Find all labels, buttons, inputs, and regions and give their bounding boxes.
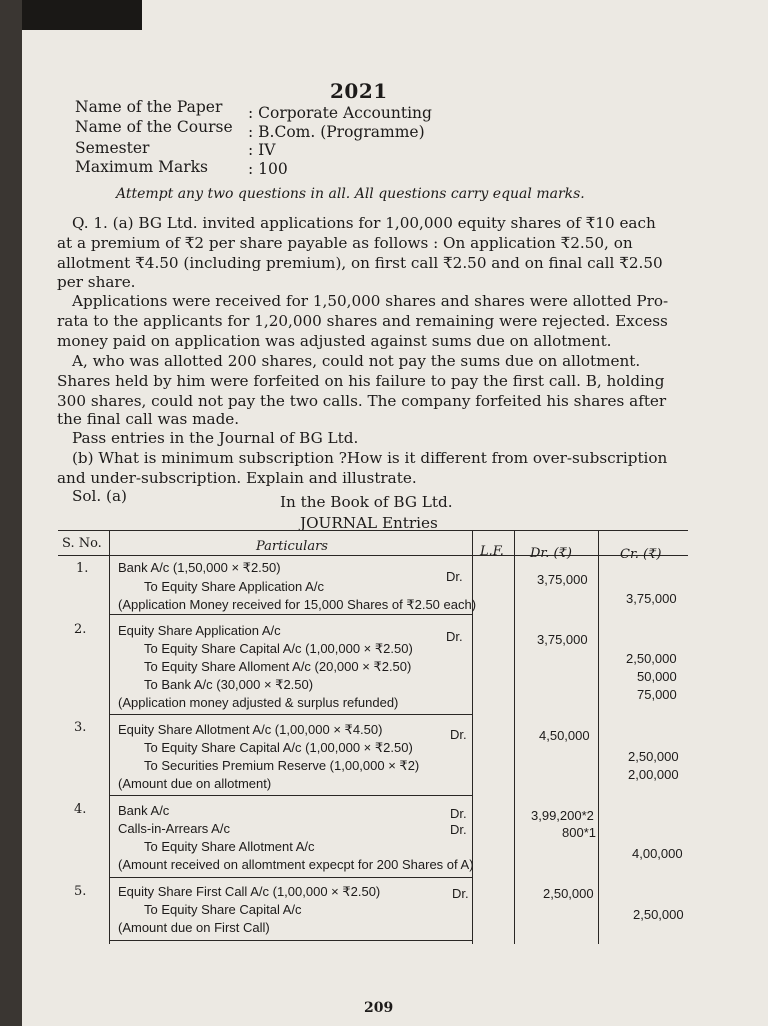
meta-value-semester: : IV: [248, 141, 276, 159]
entry-line: To Equity Share Allotment A/c: [144, 839, 315, 854]
entry-cr-amount: 75,000: [637, 687, 677, 702]
entry-line: (Application money adjusted & surplus refunded): [118, 695, 399, 710]
meta-value-paper: : Corporate Accounting: [248, 104, 432, 122]
entry-rule: [109, 795, 473, 796]
exam-year: 2021: [330, 79, 388, 103]
question-line: A, who was allotted 200 shares, could not pay the sums due on allotment.: [72, 352, 641, 370]
col-rule-particulars: [472, 530, 473, 944]
meta-label-marks: Maximum Marks: [75, 158, 208, 176]
entry-drcr: Dr.: [450, 822, 467, 837]
entry-rule: [109, 614, 473, 615]
table-top-rule: [58, 530, 688, 531]
entry-line: To Equity Share Alloment A/c (20,000 × ₹2.50): [144, 659, 412, 674]
question-line: rata to the applicants for 1,20,000 shares and remaining were rejected. Excess: [57, 312, 668, 330]
entry-sno: 2.: [74, 622, 87, 637]
entry-cr-amount: 3,75,000: [626, 591, 677, 606]
question-line: Applications were received for 1,50,000 shares and shares were allotted Pro-: [72, 292, 669, 310]
entry-line: To Equity Share Application A/c: [144, 579, 324, 594]
entry-cr-amount: 2,50,000: [626, 651, 677, 666]
entry-line: To Equity Share Capital A/c (1,00,000 × ₹2.50): [144, 740, 413, 755]
entry-line: To Equity Share Capital A/c: [144, 902, 302, 917]
entry-line: Equity Share Allotment A/c (1,00,000 × ₹4.50): [118, 722, 383, 737]
journal-title: JOURNAL Entries: [300, 514, 438, 532]
entry-line: (Amount due on First Call): [118, 920, 270, 935]
meta-label-semester: Semester: [75, 139, 150, 157]
entry-drcr: Dr.: [450, 806, 467, 821]
question-line: 300 shares, could not pay the two calls. The company forfeited his shares after: [57, 392, 667, 410]
meta-value-course: : B.Com. (Programme): [248, 123, 425, 141]
question-line: and under-subscription. Explain and illustrate.: [57, 469, 417, 487]
entry-line: Bank A/c (1,50,000 × ₹2.50): [118, 560, 281, 575]
entry-cr-amount: 50,000: [637, 669, 677, 684]
entry-line: To Equity Share Capital A/c (1,00,000 × ₹2.50): [144, 641, 413, 656]
page-number: 209: [364, 1000, 394, 1016]
question-line: allotment ₹4.50 (including premium), on first call ₹2.50 and on final call ₹2.50: [57, 254, 663, 272]
col-rule-lf: [514, 530, 515, 944]
instructions: Attempt any two questions in all. All questions carry equal marks.: [116, 186, 585, 202]
question-line: per share.: [57, 273, 136, 291]
question-line: Q. 1. (a) BG Ltd. invited applications for 1,00,000 equity shares of ₹10 each: [72, 214, 656, 232]
entry-cr-amount: 2,50,000: [628, 749, 679, 764]
entry-line: Equity Share First Call A/c (1,00,000 × ₹2.50): [118, 884, 381, 899]
entry-dr-amount: 4,50,000: [539, 728, 590, 743]
book-title: In the Book of BG Ltd.: [280, 493, 453, 511]
entry-rule: [109, 714, 473, 715]
page-shadow: [22, 0, 142, 30]
col-rule-dr: [598, 530, 599, 944]
entry-sno: 5.: [74, 884, 87, 899]
question-line: at a premium of ₹2 per share payable as follows : On application ₹2.50, on: [57, 234, 633, 252]
entry-line: Calls-in-Arrears A/c: [118, 821, 230, 836]
entry-line: To Bank A/c (30,000 × ₹2.50): [144, 677, 314, 692]
entry-drcr: Dr.: [450, 727, 467, 742]
entry-sno: 3.: [74, 720, 87, 735]
entry-line: Equity Share Application A/c: [118, 623, 281, 638]
entry-dr-amount: 3,99,200*2: [531, 808, 594, 823]
entry-rule: [109, 940, 473, 941]
entry-line: (Amount due on allotment): [118, 776, 272, 791]
entry-line: To Securities Premium Reserve (1,00,000 × ₹2): [144, 758, 420, 773]
header-lf: L.F.: [480, 544, 504, 559]
entry-sno: 4.: [74, 802, 87, 817]
col-rule-sno: [109, 530, 110, 944]
solution-label: Sol. (a): [72, 487, 127, 505]
header-dr: Dr. (₹): [530, 546, 572, 561]
meta-label-course: Name of the Course: [75, 118, 233, 136]
entry-drcr: Dr.: [452, 886, 469, 901]
entry-line: (Application Money received for 15,000 Shares of ₹2.50 each): [118, 597, 477, 612]
entry-cr-amount: 4,00,000: [632, 846, 683, 861]
question-line: money paid on application was adjusted against sums due on allotment.: [57, 332, 612, 350]
entry-dr-amount: 3,75,000: [537, 572, 588, 587]
entry-drcr: Dr.: [446, 629, 463, 644]
question-line: Pass entries in the Journal of BG Ltd.: [72, 429, 359, 447]
entry-cr-amount: 2,50,000: [633, 907, 684, 922]
question-line: the final call was made.: [57, 410, 240, 428]
meta-label-paper: Name of the Paper: [75, 98, 223, 116]
entry-rule: [109, 877, 473, 878]
meta-value-marks: : 100: [248, 160, 288, 178]
table-header-rule: [58, 555, 688, 556]
question-line: (b) What is minimum subscription ?How is it different from over-subscription: [72, 449, 668, 467]
entry-dr-amount: 800*1: [562, 825, 596, 840]
header-particulars: Particulars: [256, 539, 328, 554]
header-sno: S. No.: [62, 536, 102, 551]
entry-line: Bank A/c: [118, 803, 170, 818]
entry-line: (Amount received on allomtment expecpt for 200 Shares of A): [118, 857, 474, 872]
entry-drcr: Dr.: [446, 569, 463, 584]
entry-dr-amount: 2,50,000: [543, 886, 594, 901]
question-line: Shares held by him were forfeited on his failure to pay the first call. B, holding: [57, 372, 665, 390]
entry-sno: 1.: [76, 561, 89, 576]
entry-cr-amount: 2,00,000: [628, 767, 679, 782]
entry-dr-amount: 3,75,000: [537, 632, 588, 647]
header-cr: Cr. (₹): [620, 547, 662, 562]
